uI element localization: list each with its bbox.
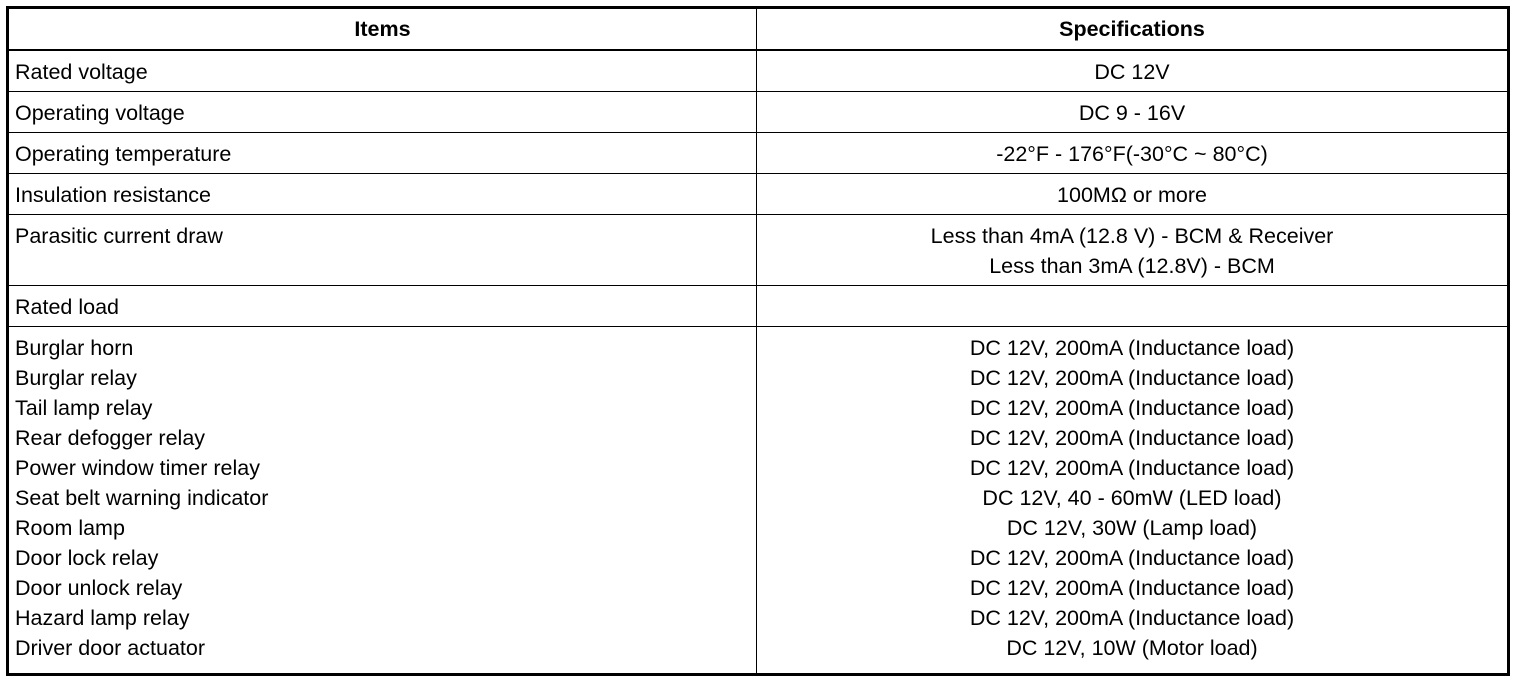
spec-cell: -22°F - 176°F(-30°C ~ 80°C) <box>757 132 1509 173</box>
load-spec: DC 12V, 40 - 60mW (LED load) <box>982 485 1282 510</box>
items-column-header: Items <box>8 8 757 51</box>
load-item: Seat belt warning indicator <box>15 485 269 510</box>
rated-load-row <box>8 326 1509 675</box>
item-cell: Insulation resistance <box>8 173 757 214</box>
load-item: Room lamp <box>15 515 125 540</box>
item-cell: Operating voltage <box>8 91 757 132</box>
item-cell: Parasitic current draw <box>8 214 757 285</box>
load-item: Tail lamp relay <box>15 395 153 420</box>
spec-cell: 100MΩ or more <box>757 173 1509 214</box>
table-row <box>8 50 1509 91</box>
load-item: Burglar horn <box>15 335 134 360</box>
load-spec: DC 12V, 200mA (Inductance load) <box>969 425 1295 450</box>
load-item: Burglar relay <box>15 365 137 390</box>
specifications-table <box>6 6 1510 676</box>
header-row <box>8 8 1509 51</box>
spec-line: Less than 3mA (12.8V) - BCM <box>989 253 1275 278</box>
spec-cell: DC 9 - 16V <box>757 91 1509 132</box>
load-spec: DC 12V, 200mA (Inductance load) <box>969 365 1295 390</box>
load-spec: DC 12V, 10W (Motor load) <box>1006 635 1258 660</box>
load-spec: DC 12V, 200mA (Inductance load) <box>969 395 1295 420</box>
load-items-cell <box>8 326 757 675</box>
item-cell: Rated voltage <box>8 50 757 91</box>
table-row <box>8 91 1509 132</box>
table-row <box>8 173 1509 214</box>
load-spec: DC 12V, 200mA (Inductance load) <box>969 455 1295 480</box>
load-spec: DC 12V, 200mA (Inductance load) <box>969 605 1295 630</box>
load-spec: DC 12V, 200mA (Inductance load) <box>969 335 1295 360</box>
load-item: Rear defogger relay <box>15 425 206 450</box>
load-spec: DC 12V, 200mA (Inductance load) <box>969 575 1295 600</box>
item-cell: Operating temperature <box>8 132 757 173</box>
table-row <box>8 214 1509 285</box>
specifications-column-header: Specifications <box>757 8 1509 51</box>
load-item: Door lock relay <box>15 545 159 570</box>
item-cell: Rated load <box>8 285 757 326</box>
table-row <box>8 132 1509 173</box>
load-item: Hazard lamp relay <box>15 605 190 630</box>
load-spec: DC 12V, 200mA (Inductance load) <box>969 545 1295 570</box>
spec-line: Less than 4mA (12.8 V) - BCM & Receiver <box>930 223 1334 248</box>
load-item: Driver door actuator <box>15 635 205 660</box>
load-specs-cell <box>757 326 1509 675</box>
spec-cell: DC 12V <box>757 50 1509 91</box>
table-row <box>8 285 1509 326</box>
load-spec: DC 12V, 30W (Lamp load) <box>1006 515 1258 540</box>
spec-cell <box>757 214 1509 285</box>
spec-cell <box>757 285 1509 326</box>
load-item: Door unlock relay <box>15 575 183 600</box>
load-item: Power window timer relay <box>15 455 260 480</box>
